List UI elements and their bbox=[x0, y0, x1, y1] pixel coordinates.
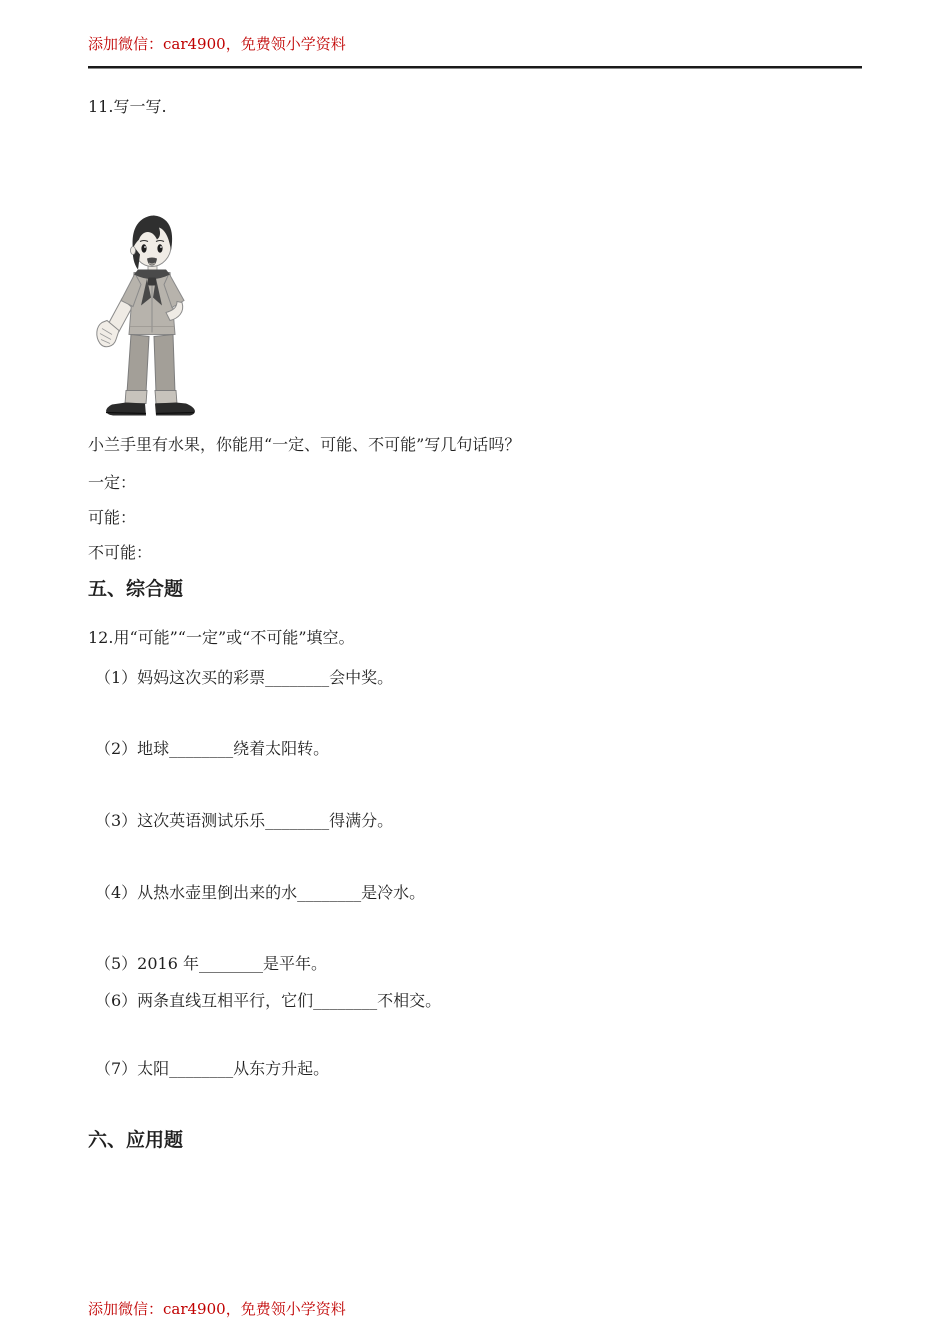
boy-eye-right bbox=[157, 244, 162, 252]
answer-line-maybe: 可能： bbox=[88, 508, 137, 527]
question-12-stem: 12.用“可能”“一定”或“不可能”填空。 bbox=[88, 628, 355, 647]
question-12-blank-7: （7）太阳________从东方升起。 bbox=[95, 1059, 330, 1078]
boy-illustration bbox=[92, 212, 210, 419]
question-12-blank-5: （5）2016 年________是平年。 bbox=[95, 954, 327, 973]
question-12-blank-1: （1）妈妈这次买的彩票________会中奖。 bbox=[95, 668, 394, 687]
section-6-heading: 六、应用题 bbox=[88, 1129, 184, 1151]
boy-eye-left bbox=[141, 244, 146, 252]
question-12-blank-3: （3）这次英语测试乐乐________得满分。 bbox=[95, 811, 394, 830]
question-12-blank-6: （6）两条直线互相平行，它们________不相交。 bbox=[95, 991, 442, 1010]
answer-line-certain: 一定： bbox=[88, 473, 137, 492]
answer-line-impossible: 不可能： bbox=[88, 543, 153, 562]
question-11-label: 11.写一写. bbox=[88, 97, 167, 116]
boy-pants bbox=[127, 335, 149, 393]
wechat-promo-footer: 添加微信：car4900，免费领小学资料 bbox=[88, 1300, 346, 1318]
question-11-prompt: 小兰手里有水果，你能用“一定、可能、不可能”写几句话吗？ bbox=[88, 435, 521, 454]
section-5-heading: 五、综合题 bbox=[88, 578, 184, 600]
wechat-promo-header: 添加微信：car4900，免费领小学资料 bbox=[88, 35, 346, 53]
question-12-blank-4: （4）从热水壶里倒出来的水________是冷水。 bbox=[95, 883, 426, 902]
question-12-blank-2: （2）地球________绕着太阳转。 bbox=[95, 739, 330, 758]
header-divider-line bbox=[88, 66, 862, 69]
